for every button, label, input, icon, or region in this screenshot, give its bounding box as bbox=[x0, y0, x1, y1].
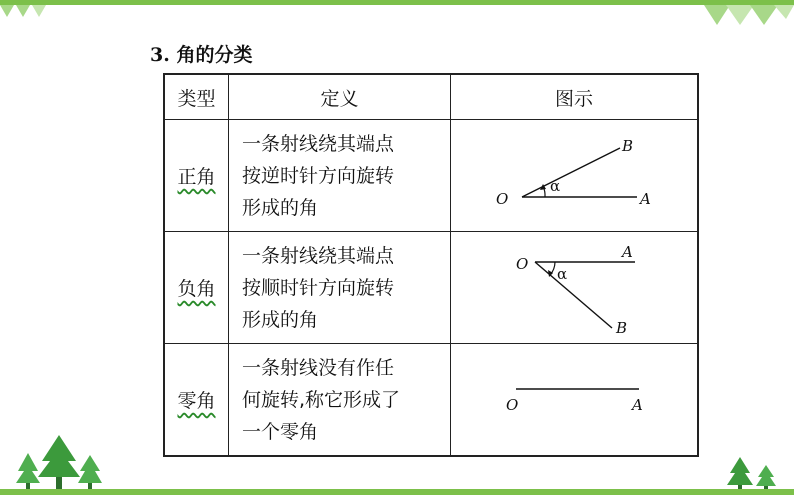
zero-angle-figure bbox=[451, 344, 697, 455]
type-cell bbox=[164, 120, 229, 232]
negative-angle-figure bbox=[451, 232, 697, 343]
table-row-zero-angle bbox=[164, 344, 698, 457]
type-label: 零角 bbox=[177, 390, 216, 412]
type-label: 负角 bbox=[177, 278, 216, 300]
label-a: A bbox=[622, 243, 633, 261]
trees-right-decoration bbox=[720, 455, 780, 491]
definition-line: 一条射线绕其端点 bbox=[242, 244, 395, 267]
ray-ob bbox=[522, 148, 620, 197]
header-definition: 定义 bbox=[229, 74, 451, 120]
trees-left-decoration bbox=[14, 431, 104, 491]
label-alpha: α bbox=[550, 177, 561, 195]
section-title: 3. 角的分类 bbox=[150, 44, 253, 66]
figure-cell bbox=[451, 120, 699, 232]
type-label: 正角 bbox=[177, 166, 216, 188]
label-b: B bbox=[622, 137, 634, 155]
figure-cell bbox=[451, 232, 699, 344]
label-a: A bbox=[632, 396, 643, 414]
bottom-decorative-bar bbox=[0, 489, 794, 495]
angle-classification-table bbox=[163, 73, 699, 457]
label-alpha: α bbox=[557, 265, 568, 283]
table-row-positive-angle bbox=[164, 120, 698, 232]
definition-line: 形成的角 bbox=[242, 308, 319, 331]
label-o: O bbox=[516, 255, 529, 273]
positive-angle-figure bbox=[451, 120, 697, 231]
ray-ob bbox=[535, 262, 612, 328]
definition-line: 按逆时针方向旋转 bbox=[242, 164, 395, 187]
label-o: O bbox=[496, 190, 509, 208]
label-a: A bbox=[640, 190, 651, 208]
type-cell bbox=[164, 344, 229, 457]
table-row-negative-angle bbox=[164, 232, 698, 344]
top-left-triangles-decoration bbox=[0, 5, 60, 19]
definition-line: 形成的角 bbox=[242, 196, 319, 219]
definition-line: 一个零角 bbox=[242, 420, 319, 443]
label-b: B bbox=[616, 319, 628, 337]
top-decorative-bar bbox=[0, 0, 794, 5]
header-type: 类型 bbox=[164, 74, 229, 120]
figure-cell bbox=[451, 344, 699, 457]
definition-line: 按顺时针方向旋转 bbox=[242, 276, 395, 299]
label-o: O bbox=[506, 396, 519, 414]
definition-cell bbox=[229, 120, 451, 232]
definition-line: 何旋转,称它形成了 bbox=[242, 388, 401, 411]
definition-cell bbox=[229, 344, 451, 457]
header-figure: 图示 bbox=[451, 74, 699, 120]
table-header-row bbox=[164, 74, 698, 120]
definition-line: 一条射线绕其端点 bbox=[242, 132, 395, 155]
definition-line: 一条射线没有作任 bbox=[242, 356, 395, 379]
top-right-triangles-decoration bbox=[704, 5, 794, 27]
type-cell bbox=[164, 232, 229, 344]
definition-cell bbox=[229, 232, 451, 344]
